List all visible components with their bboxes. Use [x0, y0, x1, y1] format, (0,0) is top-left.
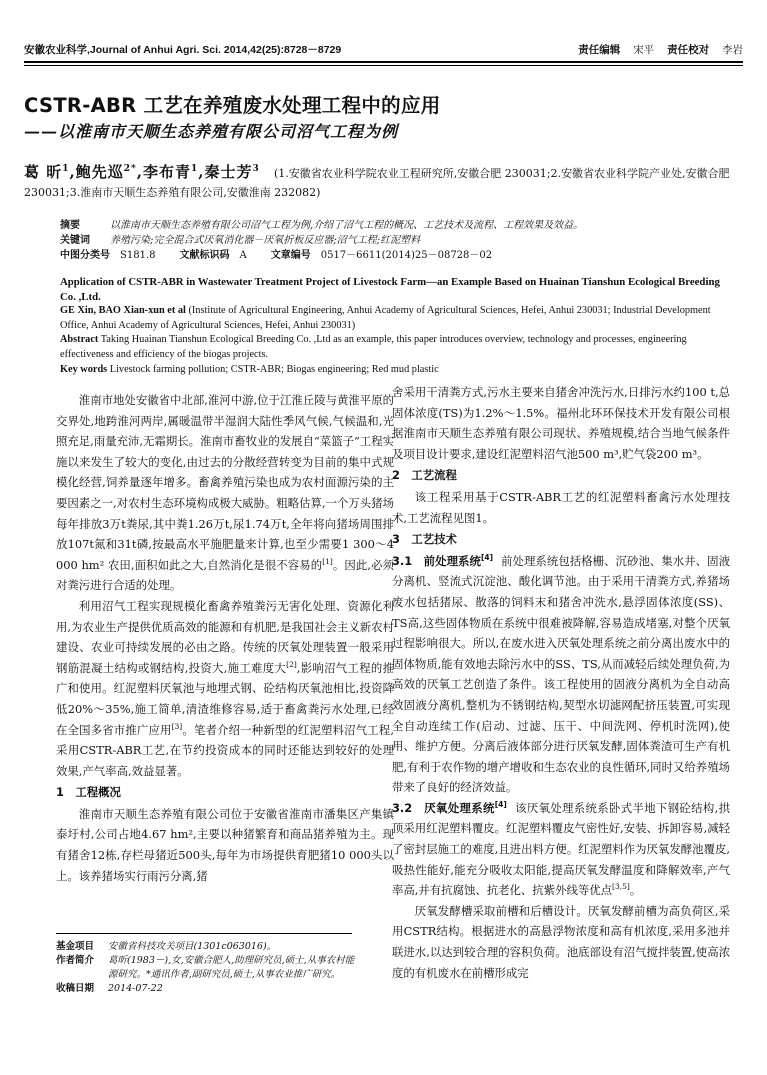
authors-block: [24, 160, 744, 202]
author-bio-row: [56, 954, 356, 982]
footnote-rule: [56, 933, 352, 934]
body-column-left: [56, 390, 394, 886]
english-keywords-text: Livestock farming pollution; CSTR-ABR; Biogas engineering; Red mud plastic: [109, 363, 439, 375]
abstract-label: 摘要: [60, 220, 80, 231]
section-heading-2: 2 工艺流程: [392, 468, 457, 483]
english-title: Application of CSTR-ABR in Wastewater Treatment Project of Livestock Farm—an Example Based on Huainan Tianshun Ecological Breeding Co. ,Ltd.: [60, 276, 720, 303]
header-rule-thin: [24, 65, 743, 66]
paragraph-text: 该厌氧处理系统系卧式半地下钢砼结构,拱顶采用红泥塑料覆皮。红泥塑料覆皮气密性好,安装、拆卸容易,减轻了密封层施工的难度,且进出料方便。红泥塑料作为厌氧发酵池覆皮,吸热性能好,能充分吸收太阳能,提高厌氧发酵温度和降解效率,产气率高,并有抗腐蚀、抗老化、抗紫外线等优点: [392, 800, 730, 898]
author-bio-text: 葛昕(1983－),女,安徽合肥人,助理研究员,硕士,从事农村能源研究。*通讯作者,副研究员,硕士,从事农业推广研究。: [108, 955, 355, 980]
proof-label: 责任校对: [667, 43, 710, 56]
author-mark: 1: [62, 164, 70, 174]
english-keywords-label: Key words: [60, 363, 108, 375]
proof-name: 李岩: [722, 43, 743, 56]
keywords-label: 关键词: [60, 235, 90, 246]
doc-code-label: 文献标识码: [179, 250, 230, 261]
citation: [3]: [171, 721, 183, 731]
doc-code-value: A: [239, 250, 247, 261]
journal-citation: 安徽农业科学,Journal of Anhui Agri. Sci. 2014,42(25):8728－8729: [24, 43, 342, 56]
body-paragraph: [392, 798, 730, 901]
footnotes: [56, 940, 356, 996]
english-authors: GE Xin, BAO Xian-xun et al: [60, 305, 186, 317]
article-no-value: 0517－6611(2014)25－08728－02: [320, 250, 493, 261]
citation: [3,5]: [612, 882, 630, 892]
author-name: 鲍先巡: [75, 163, 124, 181]
chinese-abstract-block: [60, 218, 730, 263]
english-abstract-text: Taking Huainan Tianshun Ecological Breeding Co. ,Ltd as an example, this paper introduces overview, technology and processes, engineering effectiveness and efficiency of the biogas projects.: [60, 334, 687, 360]
clc-value: S181.8: [120, 250, 156, 261]
paragraph-text: 。因此,必须对粪污进行合适的处理。: [56, 557, 394, 593]
body-paragraph: 淮南市天顺生态养殖有限公司位于安徽省淮南市潘集区产集镇泰圩村,公司占地4.67 hm²,主要以种猪繁育和商品猪养殖为主。现有猪舍12栋,存栏母猪近500头,每年为市场提供育肥猪10 000头以上。该养猪场实行雨污分离,猪: [56, 806, 394, 883]
editor-name: 宋平: [633, 43, 655, 56]
section-heading-1: 1 工程概况: [56, 785, 121, 800]
body-paragraph: [56, 390, 394, 596]
paper-subtitle: ——以淮南市天顺生态养殖有限公司沼气工程为例: [24, 122, 399, 141]
editor-label: 责任编辑: [578, 43, 621, 56]
affiliations: (1.安徽省农业科学院农业工程研究所,安徽合肥 230031;2.安徽省农业科学院产业处,安徽合肥 230031;3.淮南市天顺生态养殖有限公司,安徽淮南 232082): [24, 167, 730, 199]
author-name: 李布青: [142, 163, 191, 181]
paper-title: CSTR-ABR 工艺在养殖废水处理工程中的应用: [24, 94, 441, 117]
english-abstract-block: [60, 275, 730, 377]
citation: [4]: [480, 552, 494, 562]
paragraph-text: 。: [629, 883, 642, 898]
author-name: 秦士芳: [204, 163, 253, 181]
citation: [1]: [322, 556, 333, 566]
abstract-text: 以淮南市天顺生态养殖有限公司沼气工程为例,介绍了沼气工程的概况、工艺技术及流程、工程效果及效益。: [110, 220, 584, 231]
english-affiliation: (Institute of Agricultural Engineering, Anhui Academy of Agricultural Sciences, Hefei, Anhui 230031; Industrial Development Office, Anhui Academy of Agricultural Sciences, Hefei, Anhui 230031): [60, 305, 711, 331]
fund-row: [56, 940, 356, 954]
english-author-row: [60, 304, 730, 333]
subsection-title: 3.2 厌氧处理系统: [392, 800, 495, 815]
paragraph-text: 前处理系统包括格栅、沉砂池、集水井、固液分离机、竖流式沉淀池、酸化调节池。由于采用干清粪方式,养猪场废水包括猪尿、散落的饲料末和猪舍冲洗水,悬浮固体浓度(SS)、TS高,这些固体物质在系统中很难被降解,容易造成堵塞,对整个厌氧过程影响很大。所以,在废水进入厌氧处理系统之前分离出废水中的固体物质,能有效地去除污水中的SS、TS,从而减轻后续处理负荷,为高效的厌氧工艺创造了条件。该工程使用的固液分离机为全自动高效固液分离机,整机为不锈钢结构,契型水切滤网配挤压装置,可实现全自动连续工作(启动、过滤、压干、中间洗网、停机时洗网),使用、维护方便。分离后液体部分进行厌氧发酵,固体粪渣可生产有机肥,有利于农作物的增产增收和生态农业的良性循环,同时又给养殖场带来了良好的经济效益。: [392, 553, 730, 795]
author-mark: 3: [252, 164, 260, 174]
article-no-label: 文章编号: [270, 250, 311, 261]
author-names: 葛 昕$^1$,鲍先巡$^{2*}$,李布青$^1$,秦士芳$^3$: [24, 163, 260, 181]
paragraph-text: 淮南市地处安徽省中北部,淮河中游,位于江淮丘陵与黄淮平原的交界处,地跨淮河两岸,属暖温带半湿润大陆性季风气候,气候温和,光照充足,雨量充沛,无霜期长。淮南市畜牧业的发展自“菜篮子”工程实施以来发生了较大的变化,由过去的分散经营转变为目前的集中式规模化经营,饲养量逐年增多。畜禽养殖污染也成为农村面源污染的主要因素之一,对农村生态环境构成极大威胁。粗略估算,一个万头猪场每年排放3万t粪尿,其中粪1.26万t,尿1.74万t,全年将向猪场周围排放107t氮和31t磷,按最高水平施肥量来计算,也至少需要1 300～4 000 hm² 农田,面积如此之大,自然消化是很不容易的: [56, 393, 394, 572]
author-name: 葛 昕: [24, 163, 63, 181]
author-mark: 2*: [123, 164, 137, 174]
received-date: 2014-07-22: [108, 983, 163, 994]
header-rule-thick: [24, 61, 743, 63]
author-bio-label: 作者简介: [56, 955, 95, 966]
body-paragraph: 厌氧发酵槽采取前槽和后槽设计。厌氧发酵前槽为高负荷区,采用CSTR结构。根据进水的高悬浮物浓度和高有机浓度,采用多池并联进水,以达到较合理的容积负荷。池底部设有沼气搅拌装置,使高浓度的有机废水在前槽形成完: [392, 903, 730, 980]
editor-info: [568, 42, 743, 57]
abstract-row: [60, 218, 730, 233]
subsection-heading-3-2: [392, 801, 507, 815]
english-abstract-label: Abstract: [60, 334, 99, 346]
received-row: [56, 982, 356, 996]
section-heading-3: 3 工艺技术: [392, 532, 457, 547]
body-paragraph: [392, 551, 730, 798]
received-label: 收稿日期: [56, 983, 95, 994]
body-paragraph: [56, 596, 394, 781]
fund-text: 安徽省科技攻关项目(1301c063016)。: [108, 941, 277, 952]
fund-label: 基金项目: [56, 941, 95, 952]
keywords-row: [60, 233, 730, 248]
english-abstract-row: [60, 333, 730, 362]
author-mark: 1: [190, 164, 199, 174]
subsection-title: 3.1 前处理系统: [392, 553, 481, 568]
paragraph-text: 利用沼气工程实现规模化畜禽养殖粪污无害化处理、资源化利用,为农业生产提供优质高效的能源和有机肥,是我国社会主义新农村建设、农业可持续发展的必由之路。传统的厌氧处理装置一般采用钢筋混凝土结构或钢结构,投资大,施工难度大: [56, 598, 394, 675]
citation: [2]: [286, 659, 297, 669]
body-paragraph: 该工程采用基于CSTR-ABR工艺的红泥塑料畜禽污水处理技术,工艺流程见图1。: [392, 489, 730, 525]
keywords-text: 养殖污染;完全混合式厌氧消化器－厌氧折板反应器;沼气工程;红泥塑料: [110, 235, 421, 246]
body-column-right: [392, 382, 730, 983]
paragraph-text: 。笔者介绍一种新型的红泥塑料沼气工程,采用CSTR-ABR工艺,在节约投资成本的同时还能达到较好的处理效果,产气率高,效益显著。: [56, 722, 394, 778]
subsection-heading-3-1: [392, 554, 493, 568]
english-keywords-row: [60, 363, 730, 378]
classification-row: [60, 248, 730, 263]
running-head: [24, 40, 743, 58]
clc-label: 中图分类号: [60, 250, 110, 261]
citation: [4]: [494, 800, 507, 810]
paragraph-text: ,影响沼气工程的推广和使用。红泥塑料厌氧池与地埋式钢、砼结构厌氧池相比,投资降低20%～35%,施工简单,清渣维修容易,适于畜禽粪污水处理,已经在全国多省市推广应用: [56, 660, 394, 737]
body-paragraph: 舍采用干清粪方式,污水主要来自猪舍冲洗污水,日排污水约100 t,总固体浓度(TS)为1.2%～1.5%。福州北环环保技术开发有限公司根据淮南市天顺生态养殖有限公司现状、养殖规模,结合当地气候条件及项目设计要求,建设红泥塑料沼气池500 m³,贮气袋200 m³。: [392, 385, 730, 461]
